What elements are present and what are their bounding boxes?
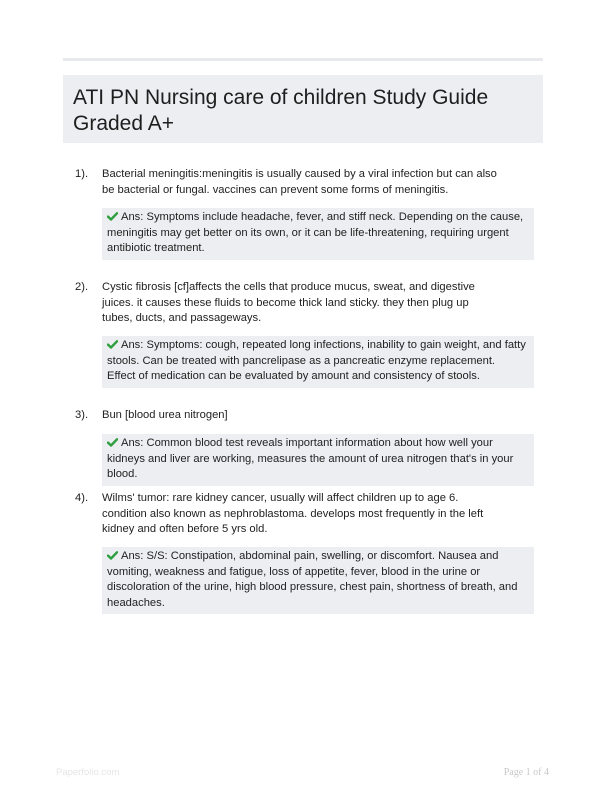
question-text: Bun [blood urea nitrogen] <box>102 409 228 421</box>
answer-text: Ans: S/S: Constipation, abdominal pain, swelling, or discomfort. Nausea and vomiting, weakness and fatigue, loss of appetite, fever, blood in the urine or discoloration of the urine, high blood pressure, chest pain, shortness of breath, and headaches. <box>107 550 518 609</box>
question-number: 1). <box>75 168 89 180</box>
top-divider <box>63 58 543 61</box>
check-icon <box>107 438 118 447</box>
answer-box <box>102 208 534 260</box>
page-title: ATI PN Nursing care of children Study Guide Graded A+ <box>73 86 489 135</box>
answer-text: Ans: Symptoms include headache, fever, and stiff neck. Depending on the cause, meningitis may get better on its own, or it can be life-threatening, requiring urgent antibiotic treatment. <box>107 211 524 254</box>
title-banner <box>63 75 543 143</box>
question-text: Bacterial meningitis:meningitis is usually caused by a viral infection but can also be bacterial or fungal. vaccines can prevent some forms of meningitis. <box>102 168 497 196</box>
footer-watermark: Paperfolio.com <box>56 767 120 778</box>
answer-box <box>102 336 534 388</box>
check-icon <box>107 551 118 560</box>
check-icon <box>107 212 118 221</box>
question-number: 4). <box>75 492 89 504</box>
question-text: Cystic fibrosis [cf]affects the cells that produce mucus, sweat, and digestive juices. it causes these fluids to become thick land sticky. they then plug up tubes, ducts, and passageways. <box>102 281 475 324</box>
question-number: 2). <box>75 281 89 293</box>
answer-text: Ans: Common blood test reveals important information about how well your kidneys and liver are working, measures the amount of urea nitrogen that's in your blood. <box>107 437 514 480</box>
answer-text: Ans: Symptoms: cough, repeated long infections, inability to gain weight, and fatty stools. Can be treated with pancrelipase as a pancreatic enzyme replacement. Effect of medication can be evaluated by amount and consistency of stools. <box>107 339 526 382</box>
question-number: 3). <box>75 409 89 421</box>
page-number: Page 1 of 4 <box>503 767 549 778</box>
check-icon <box>107 340 118 349</box>
answer-box <box>102 434 534 486</box>
answer-box <box>102 547 534 614</box>
question-text: Wilms' tumor: rare kidney cancer, usually will affect children up to age 6. condition also known as nephroblastoma. develops most frequently in the left kidney and often before 5 yrs old. <box>102 492 484 535</box>
